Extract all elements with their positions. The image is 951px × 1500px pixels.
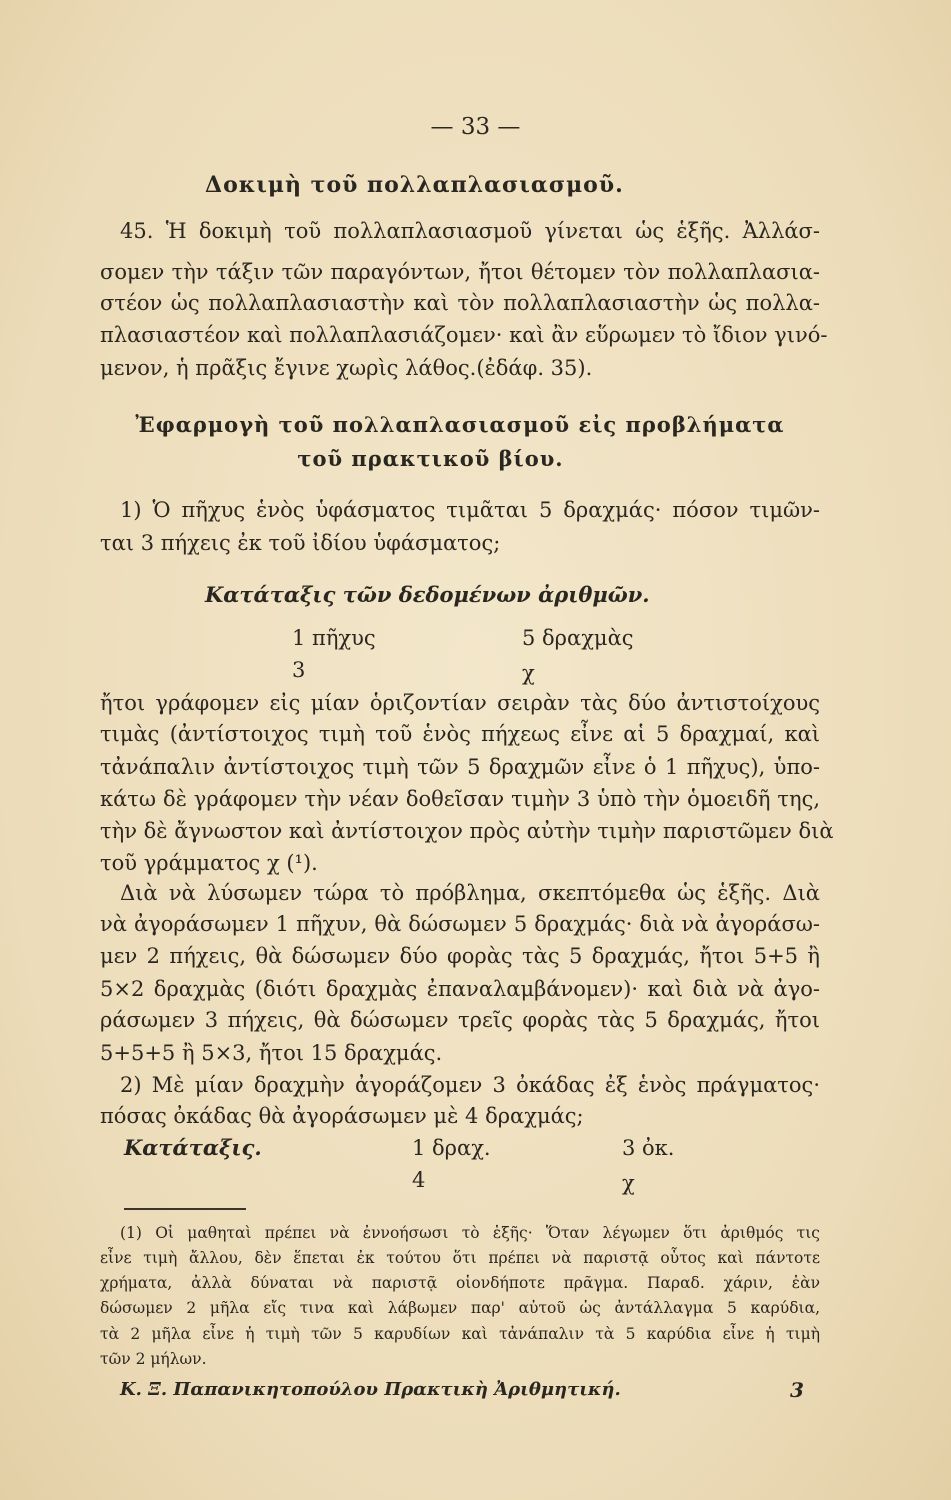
subheading-arrangement: Κατάταξις τῶν δεδομένων ἀριθμῶν.	[205, 582, 650, 607]
text-line: 45. Ἡ δοκιμὴ τοῦ πολλαπλασιασμοῦ γίνεται ὡς ἑξῆς. Ἀλλάσ-	[120, 219, 820, 243]
section-heading-proof: Δοκιμὴ τοῦ πολλαπλασιασμοῦ.	[205, 172, 624, 198]
text-line: ἤτοι γράφομεν εἰς μίαν ὁριζοντίαν σειρὰν τὰς δύο ἀντιστοίχους	[100, 691, 820, 715]
text-line: τοῦ γράμματος χ (¹).	[100, 851, 318, 875]
text-line: 2) Μὲ μίαν δραχμὴν ἀγοράζομεν 3 ὀκάδας ἐξ ἑνὸς πράγματος·	[120, 1073, 820, 1097]
text-line: τὴν δὲ ἄγνωστον καὶ ἀντίστοιχον πρὸς αὐτὴν τιμὴν παριστῶμεν διὰ	[100, 819, 834, 843]
table-cell: χ	[622, 1171, 635, 1195]
table-cell: 1 πῆχυς	[292, 626, 376, 650]
text-line: πόσας ὀκάδας θὰ ἀγοράσωμεν μὲ 4 δραχμάς;	[100, 1104, 584, 1128]
footnote-line: εἶνε τιμὴ ἄλλου, δὲν ἕπεται ἐκ τούτου ὅτι πρέπει νὰ παριστᾷ οὗτος καὶ πάντοτε	[100, 1249, 820, 1267]
text-line: νὰ ἀγοράσωμεν 1 πῆχυν, θὰ δώσωμεν 5 δραχμάς· διὰ νὰ ἀγοράσω-	[100, 912, 820, 936]
text-line: πλασιαστέον καὶ πολλαπλασιάζομεν· καὶ ἂν εὕρωμεν τὸ ἴδιον γινό-	[100, 323, 828, 347]
text-line: 1) Ὁ πῆχυς ἑνὸς ὑφάσματος τιμᾶται 5 δραχμάς· πόσον τιμῶν-	[120, 498, 820, 522]
text-line: 5×2 δραχμὰς (διότι δραχμὰς ἐπαναλαμβάνομεν)· καὶ διὰ νὰ ἀγο-	[100, 977, 820, 1001]
text-line: τιμὰς (ἀντίστοιχος τιμὴ τοῦ ἑνὸς πήχεως εἶνε αἱ 5 δραχμαί, καὶ	[100, 722, 820, 746]
text-line: στέον ὡς πολλαπλασιαστὴν καὶ τὸν πολλαπλασιαστὴν ὡς πολλα-	[100, 291, 820, 315]
table-cell: 4	[412, 1168, 426, 1192]
footnote-divider	[124, 1208, 246, 1210]
page-number: — 33 —	[430, 114, 521, 140]
text-line: Διὰ νὰ λύσωμεν τώρα τὸ πρόβλημα, σκεπτόμεθα ὡς ἑξῆς. Διὰ	[120, 881, 820, 905]
text-line: σομεν τὴν τάξιν τῶν παραγόντων, ἤτοι θέτομεν τὸν πολλαπλασια-	[100, 260, 820, 284]
text-line: κάτω δὲ γράφομεν τὴν νέαν δοθεῖσαν τιμὴν 3 ὑπὸ τὴν ὁμοειδῆ της,	[100, 787, 820, 811]
section-heading-applications-2: τοῦ πρακτικοῦ βίου.	[297, 446, 564, 471]
text-line: ται 3 πήχεις ἐκ τοῦ ἰδίου ὑφάσματος;	[100, 531, 501, 555]
text-line: τἀνάπαλιν ἀντίστοιχος τιμὴ τῶν 5 δραχμῶν εἶνε ὁ 1 πῆχυς), ὑπο-	[100, 755, 820, 779]
text-line: 5+5+5 ἢ 5×3, ἤτοι 15 δραχμάς.	[100, 1041, 443, 1065]
table-cell: 1 δραχ.	[412, 1136, 491, 1160]
footnote-line: τῶν 2 μήλων.	[100, 1350, 207, 1368]
footnote-line: χρήματα, ἀλλὰ δύναται νὰ παριστᾷ οἱονδήποτε πρᾶγμα. Παραδ. χάριν, ἐὰν	[100, 1274, 820, 1292]
footnote-line: δώσωμεν 2 μῆλα εἴς τινα καὶ λάβωμεν παρ' αὐτοῦ ὡς ἀντάλλαγμα 5 καρύδια,	[100, 1299, 820, 1317]
text-line: μενον, ἡ πρᾶξις ἔγινε χωρὶς λάθος.(ἐδάφ. 35).	[100, 356, 593, 380]
table-cell: χ	[522, 661, 535, 685]
signature-line: Κ. Ξ. Παπανικητοπούλου Πρακτικὴ Ἀριθμητική.	[120, 1379, 621, 1400]
table-cell: 5 δραχμὰς	[522, 626, 634, 650]
footnote-line: τὰ 2 μῆλα εἶνε ἡ τιμὴ τῶν 5 καρυδίων καὶ τἀνάπαλιν τὰ 5 καρύδια εἶνε ἡ τιμὴ	[100, 1325, 820, 1343]
table-cell: 3 ὀκ.	[622, 1136, 675, 1160]
footnote-line: (1) Οἱ μαθηταὶ πρέπει νὰ ἐννοήσωσι τὸ ἑξῆς· Ὅταν λέγωμεν ὅτι ἀριθμός τις	[120, 1224, 820, 1242]
sheet-mark: 3	[790, 1378, 804, 1402]
text-line: μεν 2 πήχεις, θὰ δώσωμεν δύο φορὰς τὰς 5 δραχμάς, ἤτοι 5+5 ἢ	[100, 944, 820, 968]
table-label: Κατάταξις.	[124, 1135, 262, 1160]
table-cell: 3	[292, 658, 306, 682]
section-heading-applications: Ἐφαρμογὴ τοῦ πολλαπλασιασμοῦ εἰς προβλήματα	[135, 412, 785, 437]
text-line: ράσωμεν 3 πήχεις, θὰ δώσωμεν τρεῖς φορὰς τὰς 5 δραχμάς, ἤτοι	[100, 1008, 820, 1032]
